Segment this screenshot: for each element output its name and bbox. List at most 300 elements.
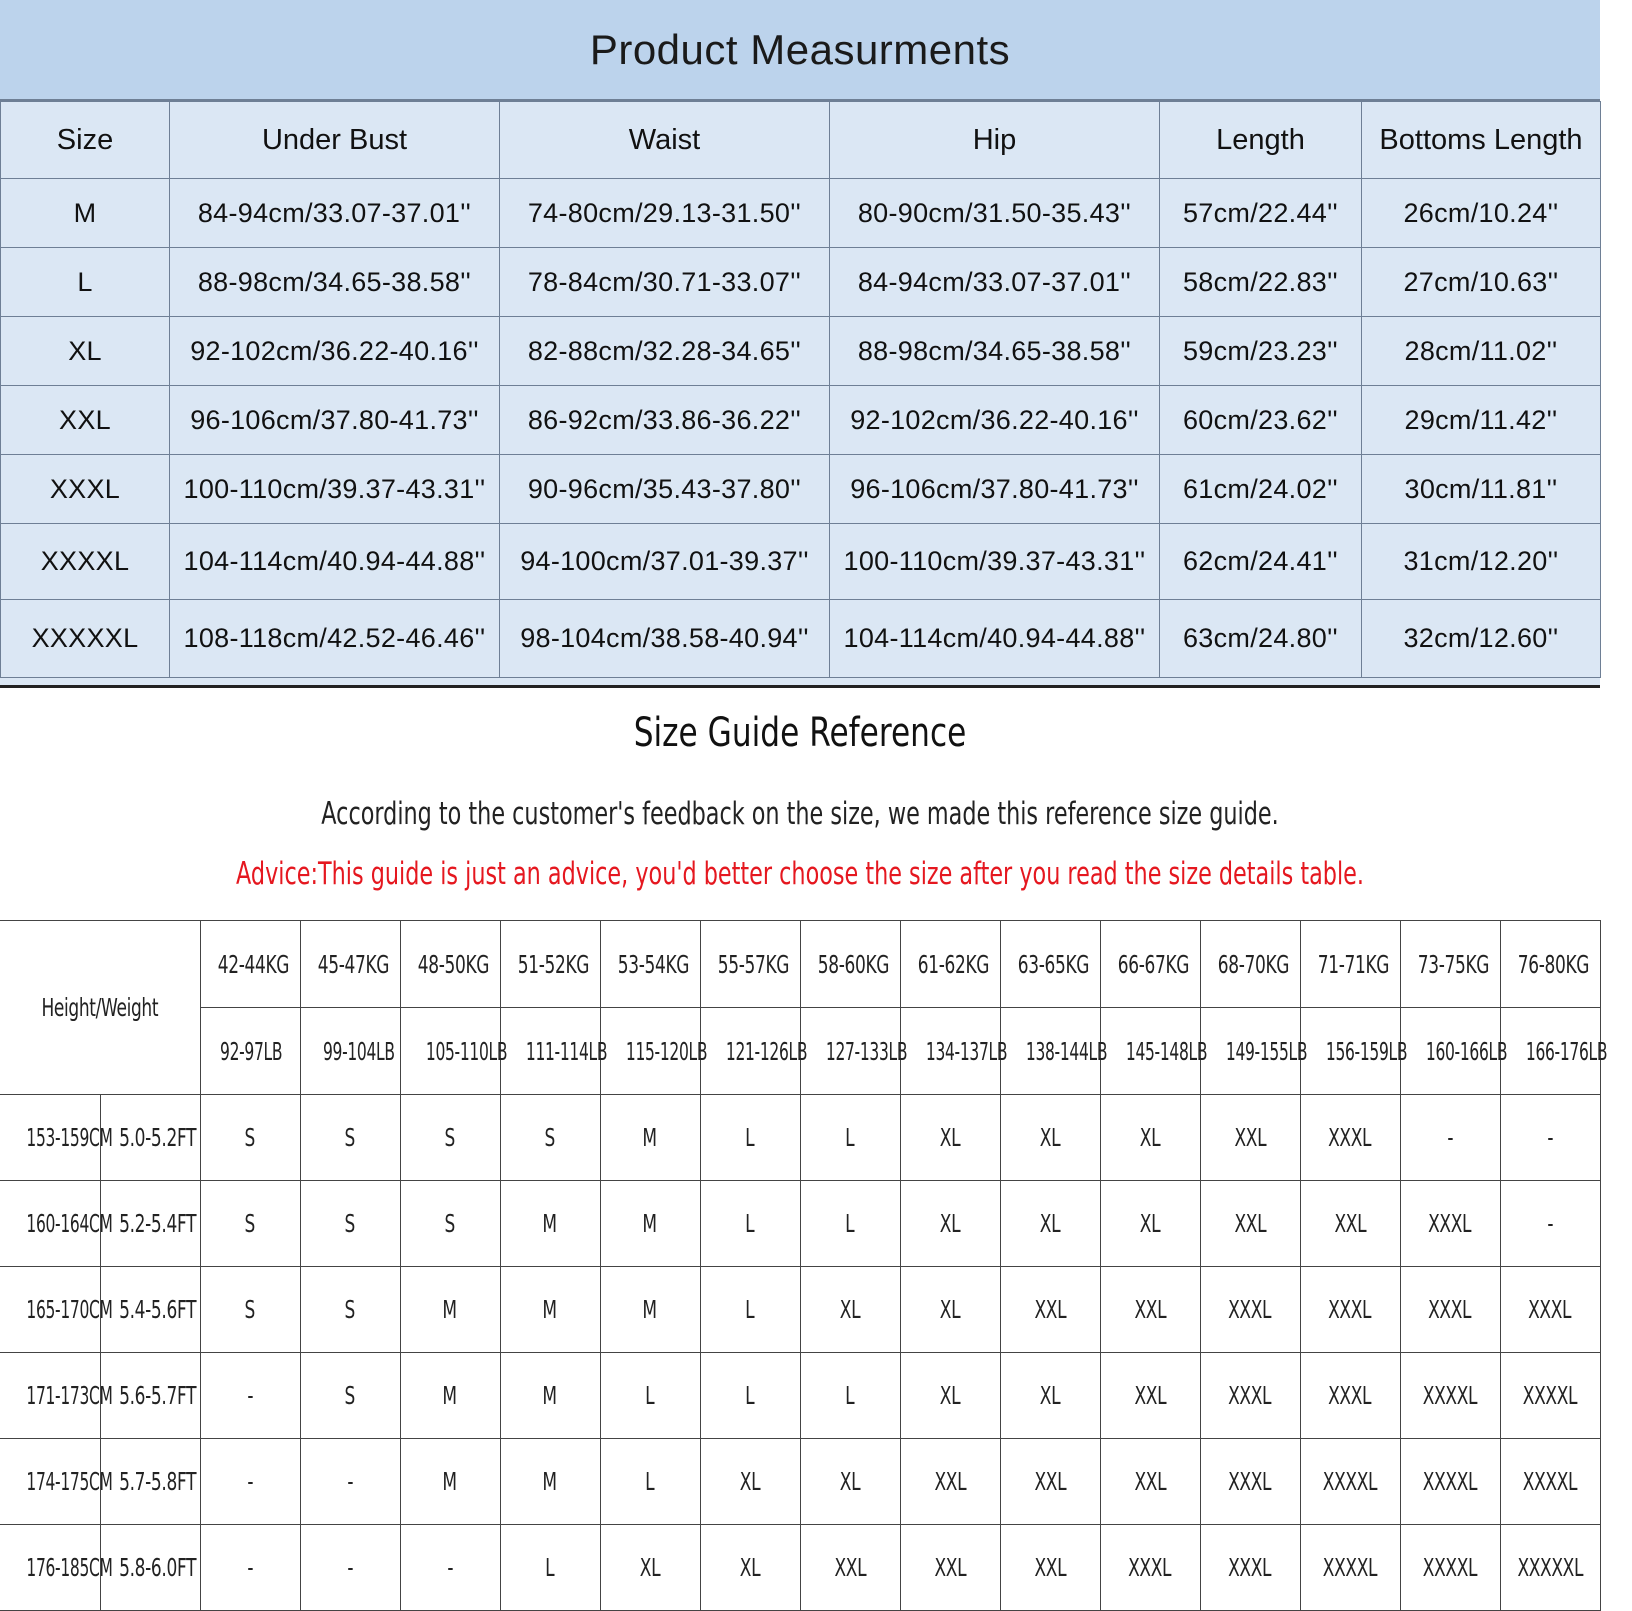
- weight-lb-label: 92-97LB: [219, 1036, 282, 1066]
- size-guide-advice: Advice:This guide is just an advice, you'd better choose the size after you read the size details table.: [236, 856, 1364, 892]
- weight-kg-label: 63-65KG: [1017, 949, 1089, 979]
- recommended-size-cell: [200, 1439, 300, 1525]
- recommended-size-cell: [200, 1267, 300, 1353]
- pm-measure-cell: 104-114cm/40.94-44.88'': [170, 524, 500, 600]
- recommended-size-label: -: [447, 1553, 453, 1582]
- recommended-size-cell: [300, 1525, 400, 1611]
- weight-lb-label: 160-166LB: [1425, 1036, 1507, 1066]
- recommended-size-label: XXXL: [1228, 1553, 1272, 1582]
- recommended-size-cell: [1300, 1525, 1400, 1611]
- recommended-size-label: -: [247, 1467, 253, 1496]
- recommended-size-cell: [1000, 1353, 1100, 1439]
- recommended-size-cell: [400, 1267, 500, 1353]
- weight-kg-cell: [500, 921, 600, 1008]
- recommended-size-cell: [800, 1095, 900, 1181]
- recommended-size-label: XXL: [1234, 1123, 1266, 1152]
- pm-measure-cell: 58cm/22.83'': [1160, 248, 1362, 317]
- recommended-size-label: XL: [939, 1123, 961, 1152]
- recommended-size-cell: [400, 1181, 500, 1267]
- product-measurements-title: Product Measurments: [589, 25, 1011, 73]
- recommended-size-label: XXXXXL: [1517, 1553, 1583, 1582]
- pm-measure-cell: 78-84cm/30.71-33.07'': [500, 248, 830, 317]
- recommended-size-cell: [300, 1267, 400, 1353]
- recommended-size-label: XL: [1039, 1123, 1061, 1152]
- recommended-size-cell: [1400, 1525, 1500, 1611]
- height-cm-cell: [0, 1181, 113, 1267]
- recommended-size-cell: [1500, 1181, 1600, 1267]
- recommended-size-cell: [1200, 1439, 1300, 1525]
- recommended-size-cell: [700, 1525, 800, 1611]
- recommended-size-cell: [1100, 1267, 1200, 1353]
- size-guide-title: Size Guide Reference: [633, 710, 967, 756]
- pm-measure-cell: 88-98cm/34.65-38.58'': [170, 248, 500, 317]
- recommended-size-cell: [200, 1353, 300, 1439]
- recommended-size-cell: [700, 1353, 800, 1439]
- weight-kg-label: 51-52KG: [517, 949, 589, 979]
- recommended-size-label: XXXL: [1328, 1295, 1372, 1324]
- size-guide-description: According to the customer's feedback on the size, we made this reference size guide.: [321, 796, 1279, 832]
- recommended-size-label: L: [745, 1295, 755, 1324]
- recommended-size-label: -: [247, 1553, 253, 1582]
- recommended-size-label: M: [542, 1381, 558, 1410]
- recommended-size-label: XL: [639, 1553, 661, 1582]
- pm-header-cell: Length: [1160, 102, 1362, 179]
- weight-lb-cell: [1500, 1008, 1607, 1095]
- recommended-size-cell: [1500, 1095, 1600, 1181]
- recommended-size-cell: [1100, 1439, 1200, 1525]
- pm-measure-cell: 100-110cm/39.37-43.31'': [830, 524, 1160, 600]
- size-guide-row: [0, 1525, 1600, 1611]
- pm-measure-cell: 92-102cm/36.22-40.16'': [830, 386, 1160, 455]
- weight-kg-cell: [400, 921, 500, 1008]
- recommended-size-label: XXL: [1334, 1209, 1366, 1238]
- pm-measure-cell: 59cm/23.23'': [1160, 317, 1362, 386]
- height-ft-label: 5.8-6.0FT: [118, 1553, 196, 1582]
- recommended-size-cell: [900, 1525, 1000, 1611]
- weight-lb-label: 134-137LB: [925, 1036, 1007, 1066]
- pm-size-cell: XXXXXL: [1, 600, 170, 678]
- recommended-size-label: XXXL: [1228, 1295, 1272, 1324]
- recommended-size-label: XXXL: [1328, 1123, 1372, 1152]
- size-guide-row: [0, 1095, 1600, 1181]
- recommended-size-label: S: [344, 1295, 356, 1324]
- recommended-size-cell: [500, 1095, 600, 1181]
- pm-measure-cell: 26cm/10.24'': [1362, 179, 1601, 248]
- recommended-size-label: XXXL: [1528, 1295, 1572, 1324]
- size-guide-row: [0, 1439, 1600, 1525]
- pm-table-row: [1, 317, 1601, 386]
- pm-measure-cell: 88-98cm/34.65-38.58'': [830, 317, 1160, 386]
- height-ft-cell: [100, 1439, 200, 1525]
- recommended-size-cell: [1300, 1439, 1400, 1525]
- weight-lb-label: 145-148LB: [1125, 1036, 1207, 1066]
- recommended-size-label: M: [642, 1123, 658, 1152]
- pm-measure-cell: 108-118cm/42.52-46.46'': [170, 600, 500, 678]
- pm-size-cell: XXXL: [1, 455, 170, 524]
- weight-lb-cell: [200, 1008, 300, 1095]
- pm-size-cell: M: [1, 179, 170, 248]
- recommended-size-cell: [1000, 1095, 1100, 1181]
- weight-lb-cell: [1100, 1008, 1207, 1095]
- height-cm-cell: [0, 1267, 113, 1353]
- pm-table-row: [1, 524, 1601, 600]
- recommended-size-cell: [900, 1353, 1000, 1439]
- recommended-size-label: XXXXL: [1322, 1467, 1378, 1496]
- recommended-size-cell: [1100, 1353, 1200, 1439]
- recommended-size-label: -: [1547, 1209, 1553, 1238]
- weight-lb-label: 166-176LB: [1525, 1036, 1607, 1066]
- recommended-size-cell: [600, 1525, 700, 1611]
- pm-measure-cell: 63cm/24.80'': [1160, 600, 1362, 678]
- recommended-size-label: XXXL: [1428, 1295, 1472, 1324]
- weight-kg-cell: [700, 921, 800, 1008]
- weight-kg-cell: [1000, 921, 1100, 1008]
- height-cm-label: 171-173CM: [26, 1381, 113, 1410]
- recommended-size-label: XXL: [1034, 1295, 1066, 1324]
- recommended-size-cell: [1000, 1181, 1100, 1267]
- weight-lb-cell: [700, 1008, 807, 1095]
- height-ft-label: 5.2-5.4FT: [118, 1209, 196, 1238]
- recommended-size-label: L: [745, 1381, 755, 1410]
- height-ft-label: 5.7-5.8FT: [118, 1467, 196, 1496]
- recommended-size-cell: [1200, 1353, 1300, 1439]
- height-cm-label: 176-185CM: [26, 1553, 113, 1582]
- recommended-size-cell: [500, 1267, 600, 1353]
- recommended-size-label: L: [645, 1381, 655, 1410]
- height-cm-label: 160-164CM: [26, 1209, 113, 1238]
- recommended-size-cell: [700, 1181, 800, 1267]
- height-cm-label: 165-170CM: [26, 1295, 113, 1324]
- recommended-size-label: L: [845, 1381, 855, 1410]
- recommended-size-label: -: [347, 1553, 353, 1582]
- recommended-size-label: XL: [1139, 1123, 1161, 1152]
- recommended-size-cell: [1100, 1525, 1200, 1611]
- height-cm-cell: [0, 1439, 113, 1525]
- recommended-size-cell: [300, 1439, 400, 1525]
- recommended-size-cell: [1200, 1267, 1300, 1353]
- recommended-size-label: M: [542, 1209, 558, 1238]
- pm-size-cell: XXL: [1, 386, 170, 455]
- pm-measure-cell: 92-102cm/36.22-40.16'': [170, 317, 500, 386]
- weight-kg-cell: [300, 921, 400, 1008]
- weight-lb-label: 138-144LB: [1025, 1036, 1107, 1066]
- recommended-size-cell: [600, 1095, 700, 1181]
- pm-measure-cell: 32cm/12.60'': [1362, 600, 1601, 678]
- recommended-size-cell: [600, 1267, 700, 1353]
- pm-measure-cell: 80-90cm/31.50-35.43'': [830, 179, 1160, 248]
- recommended-size-label: -: [1447, 1123, 1453, 1152]
- recommended-size-label: XL: [939, 1381, 961, 1410]
- recommended-size-label: S: [244, 1123, 256, 1152]
- height-cm-cell: [0, 1525, 113, 1611]
- recommended-size-cell: [1400, 1267, 1500, 1353]
- pm-measure-cell: 60cm/23.62'': [1160, 386, 1362, 455]
- size-guide-row: [0, 1353, 1600, 1439]
- recommended-size-cell: [1500, 1525, 1600, 1611]
- pm-measure-cell: 82-88cm/32.28-34.65'': [500, 317, 830, 386]
- recommended-size-label: M: [442, 1467, 458, 1496]
- weight-kg-label: 45-47KG: [317, 949, 389, 979]
- recommended-size-label: XL: [739, 1467, 761, 1496]
- height-cm-cell: [0, 1353, 113, 1439]
- recommended-size-cell: [200, 1181, 300, 1267]
- height-ft-cell: [100, 1181, 200, 1267]
- recommended-size-label: XL: [939, 1295, 961, 1324]
- recommended-size-cell: [800, 1181, 900, 1267]
- height-weight-corner: [0, 921, 200, 1095]
- weight-lb-label: 111-114LB: [525, 1036, 607, 1066]
- weight-lb-label: 156-159LB: [1325, 1036, 1407, 1066]
- weight-kg-cell: [1100, 921, 1200, 1008]
- recommended-size-label: XXXL: [1428, 1209, 1472, 1238]
- weight-kg-label: 53-54KG: [617, 949, 689, 979]
- pm-measure-cell: 100-110cm/39.37-43.31'': [170, 455, 500, 524]
- recommended-size-cell: [1500, 1267, 1600, 1353]
- recommended-size-cell: [400, 1095, 500, 1181]
- recommended-size-cell: [1000, 1525, 1100, 1611]
- weight-lb-cell: [400, 1008, 507, 1095]
- pm-header-cell: Under Bust: [170, 102, 500, 179]
- recommended-size-label: XXXXL: [1422, 1553, 1478, 1582]
- recommended-size-cell: [900, 1267, 1000, 1353]
- size-guide-section: [0, 688, 1607, 1600]
- recommended-size-cell: [800, 1525, 900, 1611]
- recommended-size-label: XL: [1039, 1381, 1061, 1410]
- pm-measure-cell: 57cm/22.44'': [1160, 179, 1362, 248]
- recommended-size-label: XXXXL: [1322, 1553, 1378, 1582]
- recommended-size-cell: [700, 1439, 800, 1525]
- recommended-size-label: XXXL: [1228, 1467, 1272, 1496]
- recommended-size-cell: [300, 1181, 400, 1267]
- recommended-size-label: M: [442, 1381, 458, 1410]
- weight-kg-label: 58-60KG: [817, 949, 889, 979]
- pm-table-row: [1, 600, 1601, 678]
- weight-kg-label: 61-62KG: [917, 949, 989, 979]
- recommended-size-label: S: [344, 1381, 356, 1410]
- recommended-size-cell: [800, 1353, 900, 1439]
- pm-measure-cell: 27cm/10.63'': [1362, 248, 1601, 317]
- weight-kg-label: 76-80KG: [1517, 949, 1589, 979]
- recommended-size-cell: [700, 1267, 800, 1353]
- weight-lb-cell: [300, 1008, 400, 1095]
- pm-measure-cell: 86-92cm/33.86-36.22'': [500, 386, 830, 455]
- recommended-size-cell: [1300, 1095, 1400, 1181]
- height-cm-label: 153-159CM: [26, 1123, 113, 1152]
- recommended-size-label: L: [745, 1209, 755, 1238]
- recommended-size-label: M: [442, 1295, 458, 1324]
- weight-lb-label: 115-120LB: [625, 1036, 707, 1066]
- recommended-size-label: S: [344, 1209, 356, 1238]
- recommended-size-label: XXL: [834, 1553, 866, 1582]
- weight-kg-cell: [800, 921, 900, 1008]
- recommended-size-cell: [400, 1439, 500, 1525]
- recommended-size-label: S: [544, 1123, 556, 1152]
- height-cm-cell: [0, 1095, 113, 1181]
- pm-measure-cell: 94-100cm/37.01-39.37'': [500, 524, 830, 600]
- height-ft-cell: [100, 1353, 200, 1439]
- weight-lb-label: 149-155LB: [1225, 1036, 1307, 1066]
- pm-header-cell: Size: [1, 102, 170, 179]
- weight-lb-cell: [600, 1008, 707, 1095]
- recommended-size-label: M: [542, 1295, 558, 1324]
- recommended-size-label: XL: [739, 1553, 761, 1582]
- product-measurements-title-bar: [0, 0, 1600, 101]
- pm-measure-cell: 30cm/11.81'': [1362, 455, 1601, 524]
- recommended-size-cell: [1200, 1525, 1300, 1611]
- weight-lb-cell: [1000, 1008, 1107, 1095]
- pm-header-cell: Waist: [500, 102, 830, 179]
- pm-table-row: [1, 248, 1601, 317]
- recommended-size-cell: [600, 1439, 700, 1525]
- pm-measure-cell: 98-104cm/38.58-40.94'': [500, 600, 830, 678]
- recommended-size-label: XXL: [934, 1553, 966, 1582]
- weight-kg-label: 68-70KG: [1217, 949, 1289, 979]
- recommended-size-label: XXXL: [1328, 1381, 1372, 1410]
- weight-kg-label: 71-71KG: [1317, 949, 1389, 979]
- recommended-size-cell: [300, 1353, 400, 1439]
- weight-lb-cell: [900, 1008, 1007, 1095]
- height-weight-label: Height/Weight: [41, 993, 159, 1022]
- pm-measure-cell: 29cm/11.42'': [1362, 386, 1601, 455]
- weight-lb-label: 121-126LB: [725, 1036, 807, 1066]
- height-ft-label: 5.4-5.6FT: [118, 1295, 196, 1324]
- pm-measure-cell: 96-106cm/37.80-41.73'': [170, 386, 500, 455]
- recommended-size-label: XXXXL: [1522, 1467, 1578, 1496]
- recommended-size-label: XXXXL: [1422, 1467, 1478, 1496]
- recommended-size-cell: [500, 1353, 600, 1439]
- recommended-size-label: S: [344, 1123, 356, 1152]
- recommended-size-label: XXL: [1234, 1209, 1266, 1238]
- height-ft-label: 5.0-5.2FT: [118, 1123, 196, 1152]
- weight-lb-cell: [500, 1008, 607, 1095]
- recommended-size-label: XXL: [1134, 1467, 1166, 1496]
- pm-size-cell: L: [1, 248, 170, 317]
- recommended-size-label: S: [244, 1295, 256, 1324]
- recommended-size-cell: [1400, 1095, 1500, 1181]
- recommended-size-cell: [600, 1181, 700, 1267]
- pm-measure-cell: 104-114cm/40.94-44.88'': [830, 600, 1160, 678]
- recommended-size-label: XXL: [1134, 1295, 1166, 1324]
- weight-lb-label: 127-133LB: [825, 1036, 907, 1066]
- recommended-size-cell: [700, 1095, 800, 1181]
- pm-header-cell: Bottoms Length: [1362, 102, 1601, 179]
- weight-kg-cell: [1400, 921, 1500, 1008]
- weight-kg-label: 42-44KG: [217, 949, 289, 979]
- recommended-size-cell: [1400, 1353, 1500, 1439]
- pm-measure-cell: 61cm/24.02'': [1160, 455, 1362, 524]
- recommended-size-cell: [500, 1525, 600, 1611]
- weight-lb-label: 99-104LB: [322, 1036, 395, 1066]
- recommended-size-cell: [300, 1095, 400, 1181]
- weight-kg-cell: [600, 921, 700, 1008]
- recommended-size-cell: [1300, 1181, 1400, 1267]
- recommended-size-label: XL: [839, 1467, 861, 1496]
- recommended-size-label: L: [745, 1123, 755, 1152]
- weight-kg-label: 48-50KG: [417, 949, 489, 979]
- recommended-size-label: L: [845, 1209, 855, 1238]
- recommended-size-cell: [200, 1095, 300, 1181]
- recommended-size-label: L: [845, 1123, 855, 1152]
- weight-lb-cell: [1300, 1008, 1407, 1095]
- pm-table-row: [1, 179, 1601, 248]
- recommended-size-cell: [800, 1439, 900, 1525]
- recommended-size-cell: [1100, 1095, 1200, 1181]
- recommended-size-cell: [1000, 1267, 1100, 1353]
- pm-size-cell: XXXXL: [1, 524, 170, 600]
- recommended-size-cell: [1300, 1353, 1400, 1439]
- recommended-size-cell: [1200, 1095, 1300, 1181]
- recommended-size-cell: [500, 1181, 600, 1267]
- recommended-size-cell: [900, 1181, 1000, 1267]
- pm-table-row: [1, 455, 1601, 524]
- height-ft-cell: [100, 1267, 200, 1353]
- weight-kg-row: [0, 921, 1600, 1008]
- recommended-size-cell: [1100, 1181, 1200, 1267]
- recommended-size-label: M: [642, 1209, 658, 1238]
- recommended-size-label: -: [247, 1381, 253, 1410]
- recommended-size-label: XXL: [1034, 1467, 1066, 1496]
- size-guide-table: [0, 920, 1607, 1611]
- pm-measure-cell: 84-94cm/33.07-37.01'': [170, 179, 500, 248]
- height-ft-cell: [100, 1525, 200, 1611]
- recommended-size-label: XL: [1039, 1209, 1061, 1238]
- recommended-size-cell: [400, 1353, 500, 1439]
- pm-measure-cell: 96-106cm/37.80-41.73'': [830, 455, 1160, 524]
- recommended-size-label: S: [444, 1123, 456, 1152]
- recommended-size-label: XXXL: [1228, 1381, 1272, 1410]
- weight-kg-cell: [1200, 921, 1300, 1008]
- weight-kg-cell: [1500, 921, 1600, 1008]
- weight-lb-row: [0, 1008, 1600, 1095]
- recommended-size-label: XXL: [1034, 1553, 1066, 1582]
- recommended-size-cell: [1000, 1439, 1100, 1525]
- recommended-size-label: XXL: [934, 1467, 966, 1496]
- recommended-size-cell: [1500, 1439, 1600, 1525]
- weight-kg-label: 73-75KG: [1417, 949, 1489, 979]
- recommended-size-cell: [1400, 1181, 1500, 1267]
- recommended-size-label: -: [1547, 1123, 1553, 1152]
- recommended-size-label: XXL: [1134, 1381, 1166, 1410]
- weight-lb-label: 105-110LB: [425, 1036, 507, 1066]
- recommended-size-label: -: [347, 1467, 353, 1496]
- pm-measure-cell: 62cm/24.41'': [1160, 524, 1362, 600]
- weight-kg-cell: [1300, 921, 1400, 1008]
- pm-measure-cell: 90-96cm/35.43-37.80'': [500, 455, 830, 524]
- recommended-size-label: L: [545, 1553, 555, 1582]
- recommended-size-label: M: [642, 1295, 658, 1324]
- recommended-size-cell: [1200, 1181, 1300, 1267]
- recommended-size-cell: [400, 1525, 500, 1611]
- pm-header-row: [1, 102, 1601, 179]
- weight-lb-cell: [1400, 1008, 1507, 1095]
- recommended-size-cell: [600, 1353, 700, 1439]
- height-ft-label: 5.6-5.7FT: [118, 1381, 196, 1410]
- weight-kg-label: 55-57KG: [717, 949, 789, 979]
- weight-lb-cell: [800, 1008, 907, 1095]
- height-cm-label: 174-175CM: [26, 1467, 113, 1496]
- recommended-size-label: S: [244, 1209, 256, 1238]
- height-ft-cell: [100, 1095, 200, 1181]
- recommended-size-cell: [900, 1439, 1000, 1525]
- recommended-size-cell: [1500, 1353, 1600, 1439]
- product-measurements-section: [0, 0, 1600, 688]
- recommended-size-cell: [200, 1525, 300, 1611]
- pm-measure-cell: 74-80cm/29.13-31.50'': [500, 179, 830, 248]
- recommended-size-label: XL: [839, 1295, 861, 1324]
- pm-measure-cell: 84-94cm/33.07-37.01'': [830, 248, 1160, 317]
- recommended-size-cell: [800, 1267, 900, 1353]
- pm-table-row: [1, 386, 1601, 455]
